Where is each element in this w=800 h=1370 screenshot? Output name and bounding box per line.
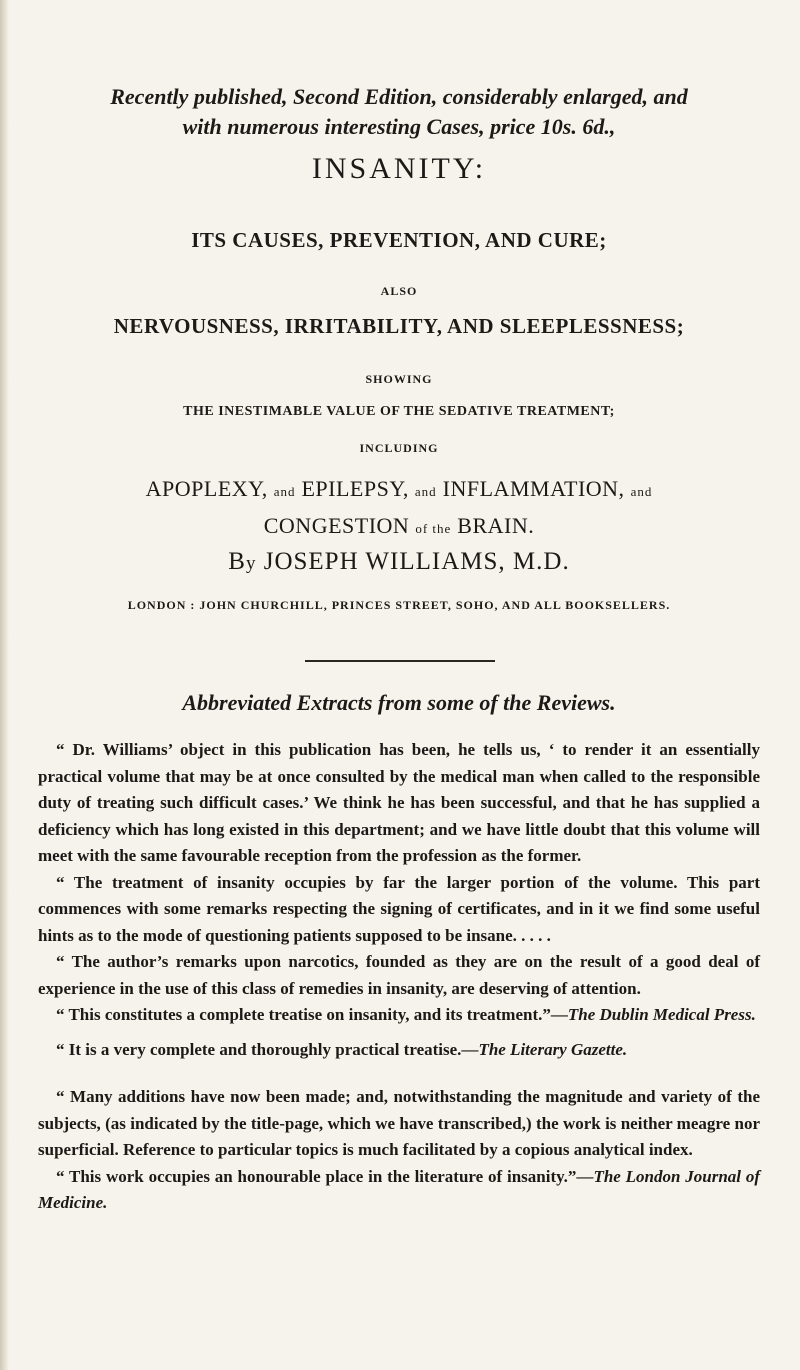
- review-paragraph: “ Dr. Williams’ object in this publication has been, he tells us, ‘ to render it an essentially practical volume that may be at once consulted by the medical man when called to the responsible duty of treating such difficult cases.’ We think he has been successful, and that he has supplied a deficiency which has long existed in this department; and we have little doubt that this volume will meet with the same favourable reception from the profession as the former.: [38, 740, 760, 865]
- book-title: INSANITY:: [311, 152, 487, 185]
- edition-notice: [38, 82, 760, 142]
- diseases-line-2: [38, 509, 760, 546]
- author-name: JOSEPH WILLIAMS, M.D.: [263, 548, 570, 575]
- sedative-treatment-line: THE INESTIMABLE VALUE OF THE SEDATIVE TREATMENT;: [183, 404, 615, 419]
- review-extract-dublin: [38, 737, 760, 1029]
- review-paragraph: [38, 1002, 760, 1029]
- review-paragraph: “ The author’s remarks upon narcotics, founded as they are on the result of a good deal of experience in the use of this class of remedies in insanity, are deserving of attention.: [38, 952, 760, 998]
- review-quote: “ This work occupies an honourable place in the literature of insanity.”—: [56, 1166, 594, 1186]
- edition-notice-line-2: with numerous interesting Cases, price 10s. 6d.,: [182, 114, 616, 139]
- of-the-connector: of the: [415, 521, 452, 536]
- review-source: The London Journal of Medicine.: [38, 1166, 760, 1212]
- book-subtitle-2: NERVOUSNESS, IRRITABILITY, AND SLEEPLESSNESS;: [113, 314, 685, 338]
- publisher-imprint: LONDON : JOHN CHURCHILL, PRINCES STREET, SOHO, AND ALL BOOKSELLERS.: [127, 598, 671, 612]
- and-connector: and: [414, 484, 437, 499]
- apoplexy-text: APOPLEXY,: [145, 476, 268, 501]
- showing-label: SHOWING: [365, 372, 433, 386]
- review-source: The Literary Gazette.: [478, 1040, 628, 1059]
- by-initial: B: [228, 548, 246, 575]
- including-label: INCLUDING: [359, 441, 439, 455]
- brain-text: BRAIN.: [457, 513, 535, 538]
- epilepsy-text: EPILEPSY,: [301, 476, 409, 501]
- diseases-list: [38, 472, 760, 546]
- book-subtitle: ITS CAUSES, PREVENTION, AND CURE;: [191, 228, 607, 252]
- review-paragraph: [38, 1037, 760, 1064]
- extracts-heading: Abbreviated Extracts from some of the Reviews.: [182, 690, 616, 715]
- and-connector: and: [630, 484, 653, 499]
- review-quote: “ It is a very complete and thoroughly practical treatise.—: [56, 1040, 479, 1059]
- section-divider: [305, 660, 495, 662]
- diseases-line-1: [38, 472, 760, 509]
- author-line: [38, 548, 760, 576]
- edition-notice-line-1: Recently published, Second Edition, considerably enlarged, and: [110, 84, 688, 109]
- inflammation-text: INFLAMMATION,: [442, 476, 625, 501]
- by-rest: y: [245, 553, 257, 574]
- review-extract-london: [38, 1084, 760, 1217]
- congestion-text: CONGESTION: [263, 513, 410, 538]
- review-paragraph: “ Many additions have now been made; and, notwithstanding the magnitude and variety of the subjects, (as indicated by the title-page, which we have transcribed,) the work is neither meagre nor superficial. Reference to particular topics is much facilitated by a copious analytical index.: [38, 1087, 760, 1159]
- review-extract-literary: [38, 1037, 760, 1064]
- review-quote: “ This constitutes a complete treatise on insanity, and its treatment.”—: [56, 1005, 568, 1024]
- also-label: ALSO: [380, 284, 418, 298]
- and-connector: and: [273, 484, 296, 499]
- review-paragraph: “ The treatment of insanity occupies by far the larger portion of the volume. This part commences with some remarks respecting the signing of certificates, and in it we find some useful hints as to the mode of questioning patients supposed to be insane. . . . .: [38, 872, 760, 945]
- page-edge-shadow: [0, 0, 9, 1370]
- review-source: The Dublin Medical Press.: [567, 1005, 756, 1024]
- review-paragraph: [38, 1164, 760, 1217]
